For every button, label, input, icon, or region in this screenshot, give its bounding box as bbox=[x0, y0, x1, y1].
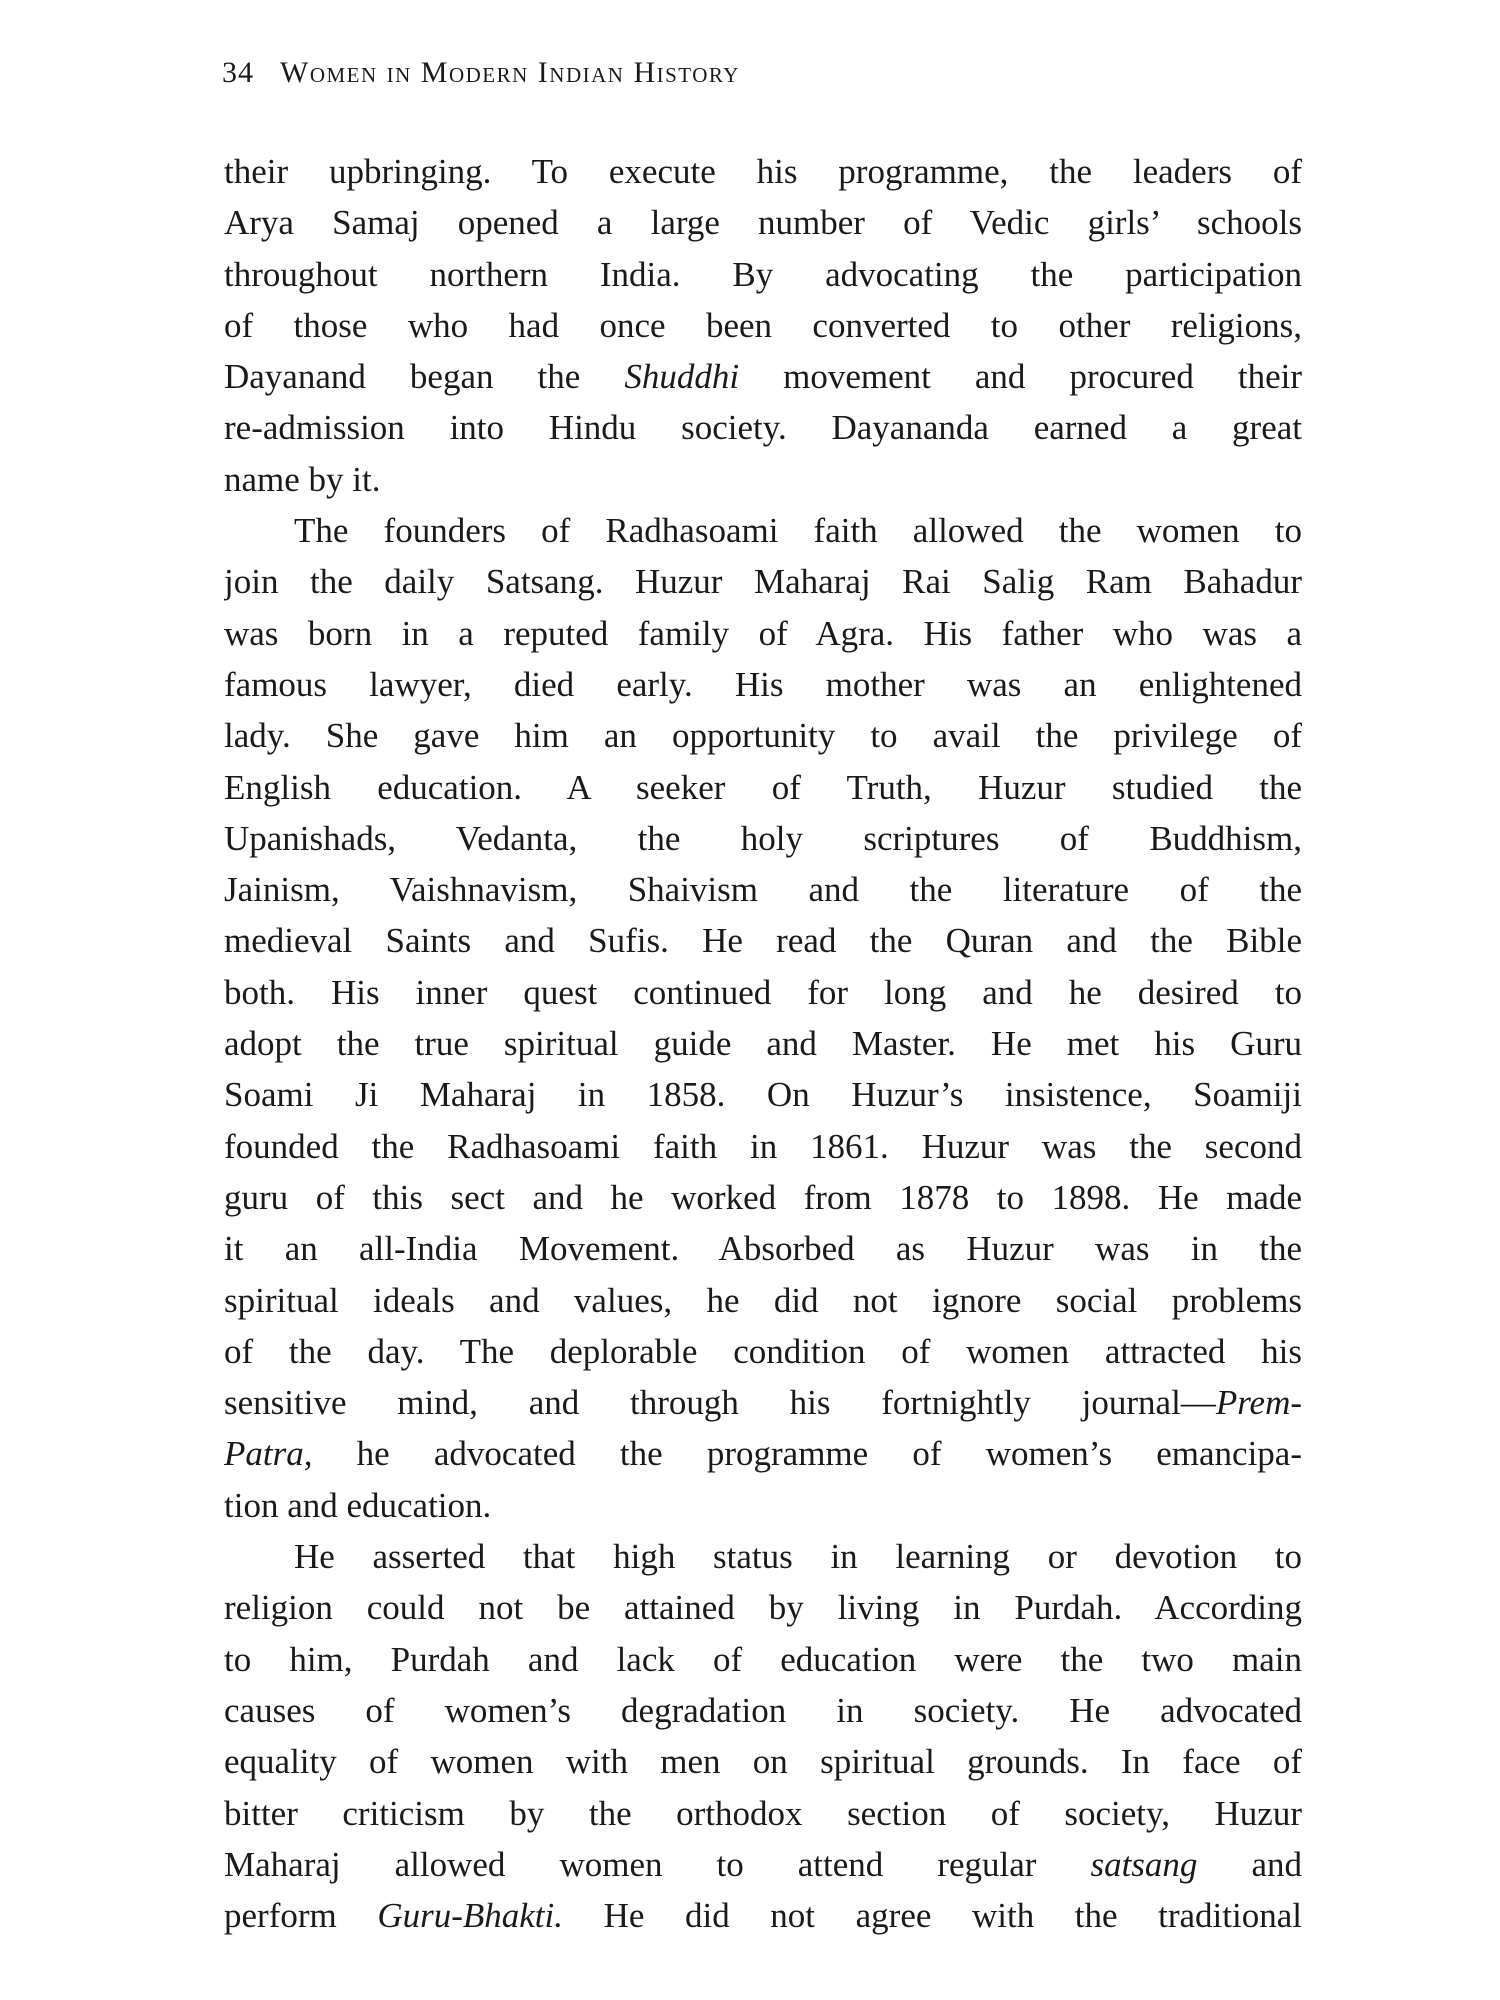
text-line: famous lawyer, died early. His mother was an enlightened bbox=[224, 664, 1302, 704]
text-line: adopt the true spiritual guide and Master. He met his Guru bbox=[224, 1024, 1302, 1064]
text-line: it an all-India Movement. Absorbed as Huzur was in the bbox=[224, 1229, 1302, 1269]
italic-term-patra: Patra, bbox=[224, 1434, 313, 1474]
text-line: religion could not be attained by living in Purdah. According bbox=[224, 1588, 1302, 1628]
text-line: to him, Purdah and lack of education were the two main bbox=[224, 1639, 1302, 1679]
text-run: movement and procured their bbox=[739, 357, 1302, 397]
text-run: and bbox=[1197, 1844, 1302, 1884]
text-line: medieval Saints and Sufis. He read the Quran and the Bible bbox=[224, 921, 1302, 961]
text-line: throughout northern India. By advocating the participation bbox=[224, 254, 1302, 294]
text-line bbox=[224, 1377, 1302, 1428]
italic-term-guru-bhakti: Guru-Bhakti. bbox=[377, 1896, 563, 1936]
text-line: of the day. The deplorable condition of women attracted his bbox=[224, 1331, 1302, 1371]
text-line: bitter criticism by the orthodox section of society, Huzur bbox=[224, 1793, 1302, 1833]
text-line: was born in a reputed family of Agra. His father who was a bbox=[224, 613, 1302, 653]
text-run: Maharaj allowed women to attend regular bbox=[224, 1844, 1091, 1884]
text-line: The founders of Radhasoami faith allowed the women to bbox=[294, 511, 1302, 551]
text-run: He did not agree with the traditional bbox=[563, 1896, 1302, 1936]
text-run: Dayanand began the bbox=[224, 357, 625, 397]
running-head bbox=[222, 56, 740, 90]
text-line: guru of this sect and he worked from 1878 to 1898. He made bbox=[224, 1177, 1302, 1217]
body-text bbox=[224, 146, 1302, 1941]
text-line: Arya Samaj opened a large number of Vedic girls’ schools bbox=[224, 203, 1302, 243]
text-line: founded the Radhasoami faith in 1861. Huzur was the second bbox=[224, 1126, 1302, 1166]
text-line: causes of women’s degradation in society. He advocated bbox=[224, 1690, 1302, 1730]
italic-term-shuddhi: Shuddhi bbox=[624, 357, 740, 397]
text-line: He asserted that high status in learning or devotion to bbox=[294, 1537, 1302, 1577]
paragraph-1 bbox=[224, 146, 1302, 505]
italic-term-satsang: satsang bbox=[1090, 1844, 1198, 1884]
text-line: English education. A seeker of Truth, Huzur studied the bbox=[224, 767, 1302, 807]
text-run: he advocated the programme of women’s emancipa- bbox=[312, 1434, 1302, 1474]
text-line bbox=[224, 1890, 1302, 1941]
text-line: equality of women with men on spiritual grounds. In face of bbox=[224, 1742, 1302, 1782]
text-line bbox=[224, 351, 1302, 402]
italic-term-prem: Prem- bbox=[1215, 1383, 1302, 1423]
text-line: Upanishads, Vedanta, the holy scriptures of Buddhism, bbox=[224, 818, 1302, 858]
text-line: their upbringing. To execute his programme, the leaders of bbox=[224, 152, 1302, 191]
text-run: perform bbox=[224, 1896, 378, 1936]
text-line: join the daily Satsang. Huzur Maharaj Rai Salig Ram Bahadur bbox=[224, 562, 1302, 602]
paragraph-2 bbox=[224, 505, 1302, 1531]
text-line bbox=[224, 1839, 1302, 1890]
text-line: tion and education. bbox=[224, 1485, 492, 1525]
paragraph-3 bbox=[224, 1531, 1302, 1941]
text-line: Jainism, Vaishnavism, Shaivism and the literature of the bbox=[224, 870, 1302, 910]
text-line: re-admission into Hindu society. Dayananda earned a great bbox=[224, 408, 1302, 448]
text-line bbox=[224, 1428, 1302, 1479]
text-line: of those who had once been converted to other religions, bbox=[224, 305, 1302, 345]
text-line: Soami Ji Maharaj in 1858. On Huzur’s insistence, Soamiji bbox=[224, 1075, 1302, 1115]
text-run: sensitive mind, and through his fortnightly journal— bbox=[224, 1383, 1216, 1423]
text-line: lady. She gave him an opportunity to avail the privilege of bbox=[224, 716, 1302, 756]
page-number: 34 bbox=[222, 56, 254, 89]
text-line: spiritual ideals and values, he did not ignore social problems bbox=[224, 1280, 1302, 1320]
text-line: both. His inner quest continued for long and he desired to bbox=[224, 972, 1302, 1012]
running-head-title: Women in Modern Indian History bbox=[280, 56, 740, 89]
text-line: name by it. bbox=[224, 459, 381, 499]
